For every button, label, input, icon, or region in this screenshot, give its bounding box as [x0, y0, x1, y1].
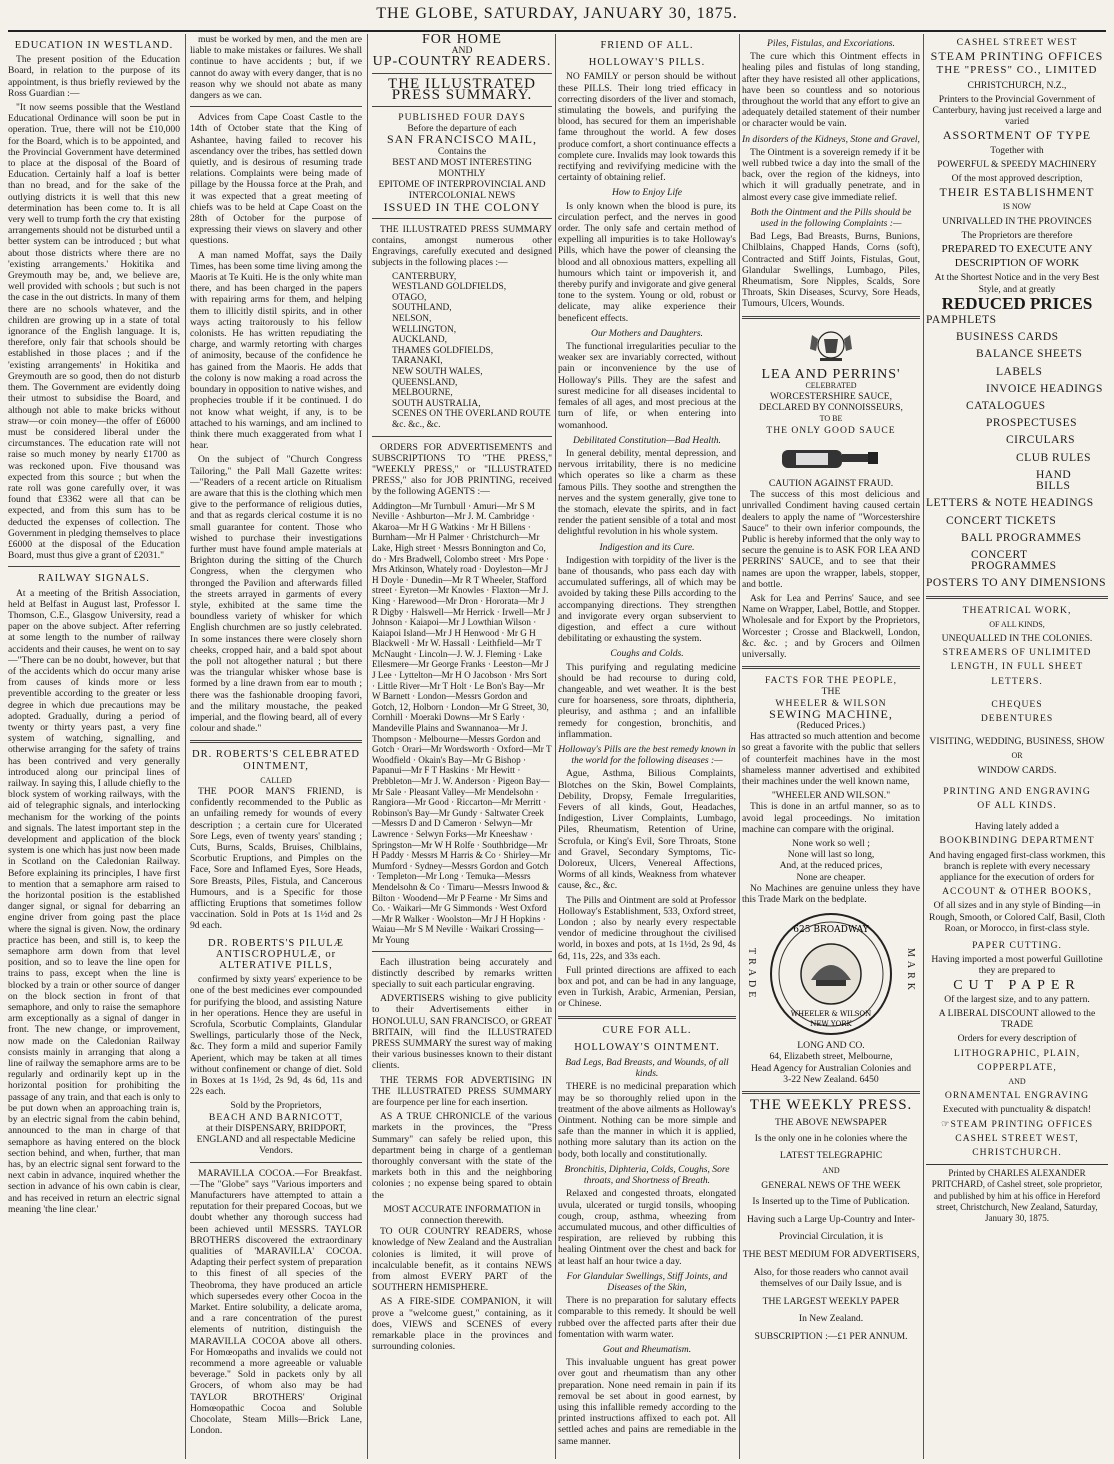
- ad-paragraph: The functional irregularities peculiar to the weaker sex are invariably corrected, without pain or inconvenience by the use of Holloway's Pills. They are the safest and surest medicine for all diseases incidental to females of all ages, and most precious at the turn of life, or when entering into womanhood.: [558, 341, 736, 431]
- ad-paragraph: THE POOR MAN'S FRIEND, is confidently recommended to the Public as an unfailing remedy for wounds of every description ; a certain cure for Ulcerated Sore Legs, even of twenty years' standing ; Cuts, Burns, Scalds, Bruises, Chilblains, Scorbutic Eruptions, and Pimples on the Face, Sore and Inflamed Eyes, Sore Heads, Sore Breasts, Piles, Fistula, and Cancerous Humours, and is a Specific for those afflicting Eruptions that sometimes follow vaccination. Sold in Pots at 1s 1½d and 2s 9d each.: [190, 786, 362, 932]
- print-items-list: [926, 315, 1108, 589]
- ad-line: BEACH AND BARNICOTT,: [208, 1111, 344, 1123]
- ad-line: AND: [451, 45, 473, 57]
- ad-line: PAPER CUTTING.: [972, 939, 1062, 951]
- print-item: CLUB RULES: [1016, 451, 1091, 464]
- ad-line: THE ONLY GOOD SAUCE: [766, 424, 896, 436]
- place-item: MELBOURNE,: [392, 388, 453, 399]
- print-item: CONCERT TICKETS: [946, 514, 1057, 527]
- ad-paragraph: Is only known when the blood is pure, its circulation perfect, and the nerves in good order. The only safe and certain method of expelling all impurities is to take Holloway's Pills, which have the power of cleansing the blood and all obnoxious matters, expelling all humours which taint or impoverish it, and thereby purify and invigorate and give general tone to the system. Young or old, robust or delicate, may alike experience their beneficent effects.: [558, 200, 736, 324]
- ad-line: The Proprietors are therefore: [961, 229, 1073, 241]
- ad-heading: CURE FOR ALL.: [602, 1024, 692, 1036]
- ad-line: WORCESTERSHIRE SAUCE,: [769, 391, 893, 403]
- ad-line: IS NOW: [1002, 202, 1032, 212]
- ad-paragraph: MARAVILLA COCOA.—For Breakfast.—The "Globe" says "Various importers and Manufacturers have attempted to attain a reputation for their prepared Cocoas, but we doubt whether any thorough success had been achieved until MESSRS. TAYLOR BROTHERS discovered the extraordinary qualities of 'MARAVILLA' COCOA. Adapting their perfect system of preparation to this finest of all species of the Theobroma, they have produced an article which supersedes every other Cocoa in the Market. Entire solubility, a delicate aroma, and a rare concentration of the purest elements of nutrition, distinguish the MARAVILLA COCOA above all others. For Homœopaths and invalids we could not recommend a more agreeable or valuable beverage." Sold in packets only by all Grocers, of whom also may be had TAYLOR BROTHERS' Original Homœopathic Cocoa and Soluble Chocolate, Steam Mills—Brick Lane, London.: [190, 1167, 362, 1437]
- article-heading: EDUCATION IN WESTLAND.: [14, 40, 174, 51]
- ad-paragraph: In general debility, mental depression, and nervous irritability, there is no medicine which operates so like a charm as these famous Pills. They soothe and strengthen the nerves and the system generally, give tone to the stomach, elevate the spirits, and in fact render the patient sensible of a total and most delightful revolution in his whole system.: [558, 447, 736, 538]
- ad-paragraph: Has attracted so much attention and become so great a favorite with the public that sellers of counterfeit machines have in the most shameless manner advertised and exhibited their machines under the well known name,: [742, 731, 920, 787]
- separator: [372, 951, 552, 952]
- ad-subheading: Both the Ointment and the Pills should be used in the following Complaints :—: [750, 206, 912, 230]
- ad-title: STEAM PRINTING OFFICES: [930, 49, 1104, 64]
- print-item: INVOICE HEADINGS: [986, 382, 1103, 395]
- ad-line: Contains the: [437, 145, 487, 157]
- ad-line: Having such a Large Up-Country and Inter-: [746, 1214, 915, 1226]
- ad-line: INTERCOLONIAL NEWS: [408, 190, 516, 202]
- ad-line: SAN FRANCISCO MAIL,: [386, 132, 538, 147]
- article-paragraph: At a meeting of the British Association, held at Belfast in August last, Professor I. Thomson, C.E., Glasgow University, read a paper on the above subject. After referring at some length to the number of railway accidents and their causes, he went on to say—"There can be no doubt, however, but that of the accidents which do occur many arise from causes of kinds more or less preventible according to the greater or less degree in which due precautions may be adopted. Gradually, during a period of twenty or thirty years past, a very fine system of watching, signalling, and otherwise arranging for the safety of trains has been contrived and very generally introduced along our principal lines of railway. In saying this, I allude chiefly to the block system of working railways, with the aid of telegraphic signals, and interlocking mechanism for the working of the points and signals. The latest important step in the development and application of the block system is one which has just now been made in Scotland on the Caledonian Railway. Before explaining its principles, I have first to mention that a semaphore arm raised to the horizontal position is the established danger signal, or signal for debarring an engine driver from going past the place where the signal is given. Now, the ordinary practice has been, and still is, to keep the semaphore arm down from that level position, and so to leave the line open for trains to pass, except when the line is blocked by a train or other source of danger on the block section in front of that semaphore, and only to raise the semaphore arm exceptionally as a signal of danger in front. The new change, or improvement, now made on the Caledonian Railway consists mainly in arranging that along a line of railway the semaphore arms are to be regularly and ordinarily kept up in the horizontal position for prohibiting the passage of any train, and that each is only to be put down when an approaching train is, by an electric signal from the cabin behind, announced to the man in charge of that semaphore as having entered on the block section behind, and when, further, that man has, by an electric signal sent forward to the next cabin in advance, inquired whether the section in advance of his own cabin is clear, and has received in return an electric signal meaning 'the line clear.': [8, 587, 180, 1215]
- ad-line: MOST ACCURATE INFORMATION in connection therewith.: [383, 1203, 541, 1226]
- place-item: SOUTHLAND,: [392, 303, 452, 314]
- ad-paragraph: THERE is no medicinal preparation which may be so thoroughly relied upon in the treatment of the above ailments as Holloway's Ointment. Nothing can be more simple and safe than the manner in which it is applied, nothing more salutary than its action on the body, both locally and constitutionally.: [558, 1081, 736, 1160]
- ad-line: PRINTING AND ENGRAVING: [943, 785, 1091, 797]
- ad-line: OR: [1011, 751, 1023, 761]
- ad-paragraph: NO FAMILY or person should be without these PILLS. Their long tried efficacy in correcting disorders of the liver and stomach, stimulating the bowels, and purifying the blood, has secured for them an imperishable fame throughout the world. A few doses produce comfort, a short continuance effects a complete cure. Invalids may look towards this rectifying and revivifying medicine with the certainty of obtaining relief.: [558, 71, 736, 184]
- ad-line: Having imported a most powerful Guillotine they are prepared to: [931, 954, 1103, 977]
- column-2: [190, 34, 362, 1459]
- ad-line: CASHEL STREET WEST,: [955, 1132, 1079, 1144]
- news-paragraph: Advices from Cape Coast Castle to the 14th of October state that the King of Ashantee, having failed to recover his ascendancy over the tribes, has settled down quietly, and is desirous of resuming trade relations. Complaints were being made of pillage by the Houssa force at the Prah, and it was expected that a great meeting of chiefs was to be held at Cape Coast on the 28th of October for the purpose of expressing their views on slavery and other questions.: [190, 112, 362, 247]
- news-paragraph: On the subject of "Church Congress Tailoring," the Pall Mall Gazette writes:—"Readers of a recent article on Ritualism are aware that this is the clothing which men give to the performance of religious duties, and that as regards clerical costume it is no small guarantee for content. Those who wished to purchase their investigations further must have found ample materials at Brighton during the sitting of the Church Congress, when the clergymen who thronged the Pavilion and afterwards filled the streets arrayed in garments of every style, exhibited at the same time the boundless variety of whisker for which English churchmen are so justly celebrated. In some instances there were closely shorn cheeks, cropped hair, and a bald spot about the poll not altogether natural ; but there was the triangular whisker whose base is formed by a line drawn from ear to mouth ; there was the fashionable drooping favori, and the military moustache, the peaked imperial, and the flowing beard, all of every colour and shade.": [190, 454, 362, 735]
- trade-mark-seal-icon: [766, 910, 896, 1038]
- ad-line: Together with: [990, 144, 1044, 156]
- ad-paragraph: The Pills and Ointment are sold at Professor Holloway's Establishment, 533, Oxford street, London ; also by nearly every respectable vendor of medicine throughout the civilised world, in boxes and pots, at 1s 1½d, 2s 9d, 4s 6d, 11s, 22s, and 33s each.: [558, 894, 736, 962]
- ad-subheading: CALLED: [260, 775, 292, 785]
- ad-line: At the Shortest Notice and in the very Best Style, and at greatly: [934, 272, 1100, 295]
- separator: [190, 1162, 362, 1163]
- ad-title: REDUCED PRICES: [941, 293, 1093, 313]
- separator: [190, 740, 362, 743]
- ad-line: CAUTION AGAINST FRAUD.: [768, 477, 894, 489]
- ad-line: PUBLISHED FOUR DAYS: [398, 112, 526, 124]
- imprint-footer: Printed by CHARLES ALEXANDER PRITCHARD, of Cashel street, sole proprietor, and published by him at his office in Hereford street, Christchurch, New Zealand, Saturday, January 30, 1875.: [926, 1164, 1108, 1224]
- ad-subheading: Bronchitis, Diphteria, Colds, Coughs, Sore throats, and Shortness of Breath.: [564, 1163, 730, 1187]
- place-item: QUEENSLAND,: [392, 377, 458, 388]
- separator: [372, 218, 552, 219]
- ad-line: DEBENTURES: [980, 712, 1054, 724]
- ad-line: EPITOME OF INTERPROVINCIAL AND: [378, 179, 546, 191]
- ad-subheading: How to Enjoy Life: [611, 187, 683, 199]
- ad-line: THE: [821, 686, 841, 698]
- ad-line: VISITING, WEDDING, BUSINESS, SHOW: [929, 736, 1105, 748]
- ad-paragraph: THE TERMS FOR ADVERTISING IN THE ILLUSTRATED PRESS SUMMARY are fourpence per line for each insertion.: [372, 1074, 552, 1108]
- column-1: [8, 34, 180, 1459]
- ad-line: UNEQUALLED IN THE COLONIES.: [941, 632, 1093, 644]
- ad-paragraph: This is done in an artful manner, so as to avoid legal proceedings. No imitation machine can compare with the original.: [742, 801, 920, 835]
- ad-line: And having engaged first-class workmen, this branch is replete with every necessary appliance for the execution of orders for: [928, 849, 1106, 883]
- ad-line: PREPARED TO EXECUTE ANY: [941, 243, 1093, 256]
- column-divider: [185, 34, 186, 1459]
- place-item: NEW SOUTH WALES,: [392, 367, 483, 377]
- place-item: OTAGO,: [392, 292, 427, 303]
- place-item: WESTLAND GOLDFIELDS,: [392, 282, 507, 293]
- ad-paragraph: THE ILLUSTRATED PRESS SUMMARY contains, amongst numerous other Engravings, carefully executed and designed subjects in the following places :—: [372, 223, 552, 269]
- article-paragraph: The present position of the Education Board, in relation to the purpose of its appointment, is thus briefly reviewed by the Ross Guardian :—: [8, 54, 180, 99]
- ad-line: THEATRICAL WORK,: [962, 604, 1072, 616]
- print-item: HAND BILLS: [1036, 468, 1072, 493]
- ad-line: Head Agency for Australian Colonies and: [750, 1062, 912, 1074]
- ad-line: CHEQUES: [991, 698, 1043, 710]
- ad-line: Orders for every description of: [957, 1033, 1077, 1045]
- ad-line: CASHEL STREET WEST: [956, 37, 1078, 48]
- ad-line: CHRISTCHURCH.: [972, 1147, 1062, 1159]
- places-list: [372, 272, 552, 431]
- print-item: BALANCE SHEETS: [976, 348, 1083, 361]
- ad-line: BEST AND MOST INTERESTING: [392, 156, 532, 168]
- place-item: SOUTH AUSTRALIA,: [392, 398, 481, 409]
- ad-line: AND: [1008, 1077, 1026, 1087]
- separator: [742, 666, 920, 669]
- ad-subheading: Indigestion and its Cure.: [599, 541, 695, 553]
- print-item: BALL PROGRAMMES: [961, 531, 1082, 544]
- seal-mid-text: WHEELER & WILSON: [790, 1010, 872, 1019]
- ad-line: Of the most approved description,: [951, 173, 1083, 185]
- ad-heading: FRIEND OF ALL.: [600, 40, 694, 51]
- print-item: CATALOGUES: [966, 400, 1046, 413]
- separator: [8, 566, 180, 567]
- ad-line: Printers to the Provincial Government of Canterbury, having just received a large and varied: [932, 93, 1102, 128]
- ad-subheading: Holloway's Pills are the best remedy known in the world for the following diseases :—: [558, 743, 736, 767]
- ad-paragraph: The cure which this Ointment effects in healing piles and fistulas of long standing, after they have resisted all other applications, have been so countless and so notorious throughout the world that any effort to give an adequately detailed statement of their number or character would be vain.: [742, 51, 920, 130]
- ad-line: LETTERS.: [991, 675, 1043, 687]
- ad-paragraph: There is no preparation for salutary effects comparable to this remedy. It should be well rubbed over the affected parts after their due fomentation with warm water.: [558, 1295, 736, 1340]
- print-item: PAMPHLETS: [926, 314, 997, 327]
- mark-label: MARK: [905, 948, 916, 995]
- ad-title: LEA AND PERRINS': [761, 366, 901, 382]
- ad-line: SUBSCRIPTION :—£1 PER ANNUM.: [754, 1330, 908, 1342]
- ad-paragraph: Ague, Asthma, Bilious Complaints, Blotches on the Skin, Bowel Complaints, Debility, Dropsy, Female Irregularities, Fevers of all kinds, Gout, Headaches, Indigestion, Liver Complaints, Lumbago, Piles, Rheumatism, Retention of Urine, Scrofula, or King's Evil, Sore Throats, Stone and Gravel, Secondary Symptoms, Tic-Doloreux, Ulcers, Venereal Affections, Worms of all kinds, Weakness from whatever cause, &c., &c.: [558, 768, 736, 892]
- royal-crest-icon: [806, 325, 856, 365]
- ad-paragraph: Full printed directions are affixed to each box and pot, and can be had in any language, even in Turkish, Arabic, Armenian, Persian, or Chinese.: [558, 964, 736, 1010]
- ad-line: CELEBRATED: [805, 380, 857, 390]
- separator: [926, 596, 1108, 599]
- ad-line: THE LARGEST WEEKLY PAPER: [762, 1296, 900, 1308]
- trade-mark-block: [742, 908, 920, 1040]
- ad-line: ISSUED IN THE COLONY: [383, 199, 541, 214]
- print-item: CIRCULARS: [1006, 434, 1076, 447]
- ad-line: COPPERPLATE,: [977, 1061, 1057, 1073]
- ad-heading: DR. ROBERTS'S PILULÆ ANTISCROPHULÆ, or ALTERATIVE PILLS,: [208, 937, 344, 972]
- ad-line: OF ALL KINDS,: [989, 619, 1045, 629]
- separator: [742, 316, 920, 319]
- seal-bottom-text: NEW YORK: [810, 1020, 852, 1029]
- ad-paragraph: AS A TRUE CHRONICLE of the various markets in the provinces, the "Press Summary" can safely be relied upon, this department being in charge of a gentleman thoroughly conversant with the state of the markets both in this and the neighboring colonies ; no expense being spared to obtain the: [372, 1111, 552, 1201]
- ad-line: LITHOGRAPHIC, PLAIN,: [953, 1047, 1081, 1059]
- masthead-rule: [8, 30, 1106, 32]
- print-item: POSTERS TO ANY DIMENSIONS: [926, 577, 1107, 590]
- ad-paragraph: No Machines are genuine unless they have this Trade Mark on the bedplate.: [742, 882, 920, 905]
- ad-paragraph: The Ointment is a sovereign remedy if it be well rubbed twice a day into the small of the back, over the region of the kidneys, into which it will gradually penetrate, and in almost every case give immediate relief.: [742, 146, 920, 203]
- ad-line: "WHEELER AND WILSON.": [771, 790, 891, 802]
- ad-line: LENGTH, IN FULL SHEET: [950, 661, 1084, 673]
- separator: [190, 106, 362, 107]
- ad-subheading: Coughs and Colds.: [610, 648, 684, 660]
- ad-line: BOOKBINDING DEPARTMENT: [939, 835, 1095, 847]
- ad-line: SEWING MACHINE,: [769, 706, 893, 721]
- ad-subheading: Gout and Rheumatism.: [602, 1343, 692, 1355]
- ad-line: AND: [822, 1165, 840, 1175]
- ad-line: Is the only one in he colonies where the: [754, 1133, 908, 1145]
- ad-line: DECLARED BY CONNOISSEURS,: [759, 402, 903, 414]
- ad-line: Having lately added a: [975, 821, 1059, 833]
- ad-line: CHRISTCHURCH, N.Z.,: [967, 79, 1067, 91]
- column-4: [558, 34, 736, 1459]
- ad-line: Of all sizes and in any style of Binding—in Rough, Smooth, or Colored Calf, Basil, Cloth Roan, or Morocco, in first-class style.: [929, 900, 1105, 934]
- ad-line: LONG AND CO.: [797, 1040, 865, 1052]
- ad-line: In New Zealand.: [798, 1312, 864, 1324]
- ad-paragraph: ORDERS FOR ADVERTISEMENTS and SUBSCRIPTIONS TO "THE PRESS," "WEEKLY PRESS," or "ILLUSTRATED PRESS," also for JOB PRINTING, received by the following AGENTS :—: [372, 441, 552, 498]
- ad-line: OF ALL KINDS.: [977, 799, 1057, 811]
- place-item: TARANAKI,: [392, 356, 443, 367]
- ad-line: TO BE: [819, 414, 843, 424]
- ad-line: ☞STEAM PRINTING OFFICES: [940, 1118, 1094, 1130]
- print-item: PROSPECTUSES: [986, 417, 1078, 430]
- column-divider: [367, 34, 368, 1459]
- column-5: [742, 34, 920, 1459]
- place-item: AUCKLAND,: [392, 335, 447, 346]
- ad-subheading: Debilitated Constitution—Bad Health.: [573, 434, 721, 446]
- news-paragraph: A man named Moffat, says the Daily Times, has been some time living among the Maoris at Te Kuiti. He is the only white man there, and has been charged in the papers with repairing arms for them, and helping them to illicitly distil spirits, and in other ways acting traitorously to his fellow colonists. He has written repudiating the charge, and warmly retorting with charges of animosity, because of the confidence he has gained from the Maoris. He adds that the colony is now making a road across the boundary in opposition to native wishes, and prophecies trouble if it be continued. I do not know what weight, if any, is to be attached to his warnings, and am inclined to think there much exaggerated from what I hear.: [190, 249, 362, 452]
- separator: [372, 436, 552, 437]
- ad-line: WHEELER & WILSON: [775, 697, 887, 709]
- poem-line: None work so well ;: [792, 837, 870, 849]
- ad-paragraph: TO OUR COUNTRY READERS, whose knowledge of New Zealand and the Australian colonies is limited, it will prove of incalculable benefit, as it contains NEWS from almost EVERY PART of the SOUTHERN HEMISPHERE.: [372, 1226, 552, 1294]
- ad-paragraph: Bad Legs, Bad Breasts, Burns, Bunions, Chilblains, Chapped Hands, Corns (soft), Contracted and Stiff Joints, Fistulas, Gout, Glandular Swellings, Lumbago, Piles, Rheumatism, Sore Nipples, Scalds, Sore Throats, Skin Diseases, Scurvy, Sore Heads, Tumours, Ulcers, Wounds.: [742, 231, 920, 310]
- ad-line: LATEST TELEGRAPHIC: [779, 1149, 883, 1161]
- ad-paragraph: The success of this most delicious and unrivalled Condiment having caused certain dealers to apply the name of "Worcestershire Sauce" to their own inferior compounds, the Public is hereby informed that the only way to secure the genuine is to ASK FOR LEA AND PERRINS' SAUCE, and to see that their names are upon the wrapper, labels, stopper, and bottle.: [742, 489, 920, 590]
- print-item: LABELS: [996, 365, 1043, 378]
- column-6: [926, 34, 1108, 1459]
- ad-paragraph: This invaluable unguent has great power over gout and rheumatism than any other preparation. None need remain in pain if its removal be set about in good earnest, by using this infallible remedy according to the printed instructions affixed to each pot. All settled aches and pains are remediable in the same manner.: [558, 1357, 736, 1447]
- ad-line: WINDOW CARDS.: [977, 764, 1057, 776]
- place-item: THAMES GOLDFIELDS,: [392, 345, 494, 356]
- ad-line: THE BEST MEDIUM FOR ADVERTISERS,: [742, 1248, 920, 1260]
- ad-line: Executed with punctuality & dispatch!: [942, 1104, 1092, 1116]
- place-item: NELSON,: [392, 314, 432, 325]
- ad-line: A LIBERAL DISCOUNT allowed to the TRADE: [938, 1008, 1096, 1031]
- separator: [742, 1091, 920, 1094]
- ad-line: Before the departure of each: [407, 123, 517, 135]
- ad-subheading: Bad Legs, Bad Breasts, and Wounds, of all kinds.: [565, 1057, 729, 1080]
- ad-line: DESCRIPTION OF WORK: [954, 257, 1080, 270]
- ad-line: at their DISPENSARY, BRIDPORT, ENGLAND and all respectable Medicine Vendors.: [196, 1122, 356, 1157]
- ad-heading: HOLLOWAY'S OINTMENT.: [574, 1041, 720, 1053]
- column-divider: [923, 34, 924, 1459]
- separator: [558, 1016, 736, 1019]
- ad-line: (Reduced Prices.): [796, 719, 866, 731]
- column-divider: [739, 34, 740, 1459]
- ad-title: FACTS FOR THE PEOPLE,: [764, 675, 898, 687]
- ad-heading: DR. ROBERTS'S CELEBRATED OINTMENT,: [192, 749, 360, 772]
- ad-paragraph: Ask for Lea and Perrins' Sauce, and see Name on Wrapper, Label, Bottle, and Stopper. Wholesale and for Export by the Proprietors, Worcester ; Crosse and Blackwell, London, &c. &c. ; and by Grocers and Oilmen universally.: [742, 592, 920, 660]
- print-item: BUSINESS CARDS: [956, 331, 1059, 344]
- place-item: SCENES ON THE OVERLAND ROUTE &c. &c., &c.: [392, 409, 551, 430]
- ad-line: Is Inserted up to the Time of Publication.: [752, 1196, 910, 1208]
- print-item: CONCERT PROGRAMMES: [971, 548, 1057, 573]
- ad-line: GENERAL NEWS OF THE WEEK: [761, 1180, 901, 1192]
- ad-line: UNRIVALLED IN THE PROVINCES: [942, 215, 1092, 227]
- ad-subheading: Our Mothers and Daughters.: [591, 327, 703, 339]
- ad-line: Of the largest size, and to any pattern.: [944, 993, 1090, 1005]
- ad-line: MONTHLY: [438, 168, 486, 180]
- ad-paragraph: This purifying and regulating medicine should be had recourse to during cold, changeable, and wet weather. It is the best cure for hoarseness, sore throats, diphtheria, pleurisy, and asthma ; and an infallible remedy for congestion, bronchitis, and inflammation.: [558, 661, 736, 740]
- place-item: WELLINGTON,: [392, 324, 457, 335]
- trade-label: TRADE: [746, 948, 758, 1002]
- ad-paragraph: confirmed by sixty years' experience to be one of the best medicines ever compounded for purifying the blood, and assisting Nature in her operations. Hence they are useful in Scrofula, Scorbutic Complaints, Glandular Swellings, particularly those of the Neck, &c. They form a mild and superior Family Aperient, which may be taken at all times without confinement or change of diet. Sold in Boxes at 1s 1½d, 2s 9d, 4s 6d, 11s and 22s each.: [190, 974, 362, 1098]
- poem-line: And, at the reduced prices,: [779, 860, 883, 872]
- masthead: THE GLOBE, SATURDAY, JANUARY 30, 1875.: [376, 5, 738, 22]
- ad-line: THEIR ESTABLISHMENT: [939, 185, 1095, 200]
- ad-line: ACCOUNT & OTHER BOOKS,: [942, 886, 1092, 898]
- ad-paragraph: Each illustration being accurately and distinctly described by remarks written specially to suit each particular engraving.: [372, 956, 552, 990]
- agents-list: Addington—Mr Turnbull · Amuri—Mr S M Neville · Ashburton—Mr J. M. Cambridge · Akaroa—Mr H G Watkins · Mr H Billens · Burnham—Mr H Palmer · Christchurch—Mr Lake, High street · Messrs Bonnington and Co, do · Mrs Bradwell, Colombo street · Mrs Pope · Mrs Atkinson, Whately road · Doyleston—Mr J H Doyle · Dunedin—Mr R T Wheeler, Stafford street · Eyreton—Mr Knowles · Flaxton—Mr J. King · Harewood—Mr Dron · Hororata—Mr J R Digby · Halswell—Mr Herrick · Irwell—Mr J Johnson · Kaiapoi—Mr J Lowthian Wilson · Kaiapoi Island—Mr J H Henwood · Mr G H Blackwell · Mr W. Hassall · Leithfield—Mr T McNaught · Lincoln—J. W. J. Fleming · Lake Ellesmere—Mr George Franks · Leeston—Mr J J Lee · Lyttelton—Mr H O Jacobson · Mrs Sort · Little River—Mr T Holt · Le Bon's Bay—Mr W Barnett · London—Messrs Gordon and Gotch, 12, Holborn · London—Mr G Street, 30, Cornhill · Moeraki Downs—Mr S Early · Mandeville Plains and Swannanoa—Mr J. Thompson · Melbourne—Messrs Gordon and Gotch · Orari—Mr Wordsworth · Oxford—Mr T Woodfield · Okain's Bay—Mr G Bishop · Papanui—Mr F T Haskins · Mr Hewitt · Prebbleton—Mr J. W. Anderson · Pigeon Bay—Mr Sale · Pleasant Valley—Mr Mendelsohn · Rangiora—Mr Good · Riccarton—Mr Merritt · Robinson's Bay—Mr Gundy · Saltwater Creek—Messrs D and D Cameron · Selwyn—Mr Lawrence · Selwyn Forks—Mr Kneeshaw · Springston—Mr W H Rolfe · Southbridge—Mr H Paddy · Messrs M Harris & Co · Shirley—Mr Mumford · Sydney—Messrs Gordon and Gotch · Templeton—Mr Long · Temuka—Messrs Mendelsohn & Co · Timaru—Messrs Inwood & Bilton · Woodend—Mr P Fearne · Mr Sims and Co. · Waikari—Mr G Simmonds · West Oxford—Mr R Walker · Woolston—Mr J H Hopkins · Waiau—Mr S M Neville · Waikari Crossing—Mr Young: [372, 500, 552, 945]
- ad-line: CUT PAPER: [953, 977, 1081, 993]
- ad-poem: [742, 838, 920, 883]
- sauce-bottle-icon: [776, 440, 886, 474]
- ad-line: POWERFUL & SPEEDY MACHINERY: [937, 158, 1097, 170]
- article-paragraph: "It now seems possible that the Westland Educational Ordinance will soon be put in operation. True, there will not be £10,000 for the Board, which is to be appointed, and the Provincial Government have determined to place at the disposal of the Board of Education. Certainly half a loaf is better than no bread, and for the sake of the outlying districts it is well that this new determination has been come to. It is all very well to trump forth the cry that existing arrangements should not be disturbed until a better system can be introduced ; but what about those districts where there are no 'existing arrangements.' Hokitika and Greymouth may be, and, we believe are, well provided with schools ; but such is not the case in the out districts. In many of them there are no schools whatever, and the children are growing up in a state of total ignorance of the English language. It is, therefore, only fair that schools should be established in those places ; and if the 'existing arrangements' in Hokitika and Greymouth are so good, then do not disturb them. The Government are evidently doing their utmost to subsidise the Board, and although not able to make bricks without straw—or coin money—the offer of £6000 must be considered liberal under the circumstances. The education rate will not raise so much money by nearly £1700 as was reckoned upon. Five thousand was expected from this source ; but when the rate roll was gone carefully over, it was found that £3362 were all that can be expected, and from this sum has to be deducted the expenses of collection. The Government in pledging themselves to place £6000 at the disposal of the Education Board, must thus give a grant of £2031.": [8, 102, 180, 562]
- ad-title: PRESS SUMMARY.: [391, 86, 533, 103]
- ad-line: THE "PRESS" CO., LIMITED: [936, 64, 1098, 77]
- ad-line: Sold by the Proprietors,: [230, 1100, 322, 1112]
- ad-subheading: Piles, Fistulas, and Excoriations.: [767, 38, 895, 49]
- separator: [372, 73, 552, 74]
- poem-line: None will last so long,: [787, 849, 875, 861]
- ad-line: FOR HOME: [422, 34, 502, 47]
- ad-title: THE WEEKLY PRESS.: [749, 1097, 913, 1114]
- article-paragraph: must be worked by men, and the men are liable to make mistakes or failures. We shall continue to have accidents ; but, if we cannot do away with every danger, that is no reason why we should not abate as many dangers as we can.: [190, 34, 362, 102]
- ad-line: ASSORTMENT OF TYPE: [942, 128, 1092, 143]
- ad-line: THE ABOVE NEWSPAPER: [774, 1117, 888, 1129]
- ad-subheading: For Glandular Swellings, Stiff Joints, and Diseases of the Skin,: [566, 1270, 728, 1293]
- ad-paragraph: ADVERTISERS wishing to give publicity to their Advertisements either in HONOLULU, SAN FRANCISCO, or GREAT BRITAIN, will find the ILLUSTRATED PRESS SUMMARY the surest way of making their various businesses known to their distant clients.: [372, 993, 552, 1072]
- ad-subheading: In disorders of the Kidneys, Stone and Gravel,: [742, 133, 920, 145]
- ad-line: 64, Elizabeth street, Melbourne,: [769, 1051, 893, 1063]
- separator: [372, 106, 552, 107]
- ad-paragraph: Indigestion with torpidity of the liver is the bane of thousands, who pass each day with accumulated sufferings, all of which may be avoided by taking these Pills according to the accompanying directions. They strengthen and invigorate every organ subservient to digestion, and effect a cure without debilitating or exhausting the system.: [558, 554, 736, 645]
- ad-paragraph: AS A FIRE-SIDE COMPANION, it will prove a "welcome guest," containing, as it does, VIEWS and SCENES of every remarkable place in the provinces and surrounding colonies.: [372, 1296, 552, 1353]
- place-item: CANTERBURY,: [392, 271, 457, 282]
- article-heading: RAILWAY SIGNALS.: [38, 573, 150, 585]
- ad-line: Also, for those readers who cannot avail themselves of our Daily Issue, and is: [753, 1267, 909, 1290]
- seal-top-text: 625 BROADWAY: [793, 925, 869, 936]
- ad-line: UP-COUNTRY READERS.: [372, 54, 552, 70]
- poem-line: None are cheaper.: [796, 871, 866, 883]
- ad-heading: HOLLOWAY'S PILLS.: [588, 57, 706, 69]
- column-3: [372, 34, 552, 1459]
- ad-line: Provincial Circulation, it is: [779, 1230, 883, 1242]
- ad-line: STREAMERS OF UNLIMITED: [942, 647, 1092, 659]
- print-item: LETTERS & NOTE HEADINGS: [926, 497, 1094, 510]
- ad-line: ORNAMENTAL ENGRAVING: [944, 1090, 1090, 1102]
- column-divider: [555, 34, 556, 1459]
- ad-title: THE ILLUSTRATED: [388, 75, 536, 92]
- ad-paragraph: Relaxed and congested throats, elongated uvula, ulcerated or turgid tonsils, whooping cough, croup, asthma, wheezing from accumulated mucous, and other difficulties of respiration, are relieved by rubbing this healing Ointment over the chest and back for at least half an hour twice a day.: [558, 1188, 736, 1267]
- ad-line: 3-22 New Zealand. 6450: [783, 1073, 879, 1085]
